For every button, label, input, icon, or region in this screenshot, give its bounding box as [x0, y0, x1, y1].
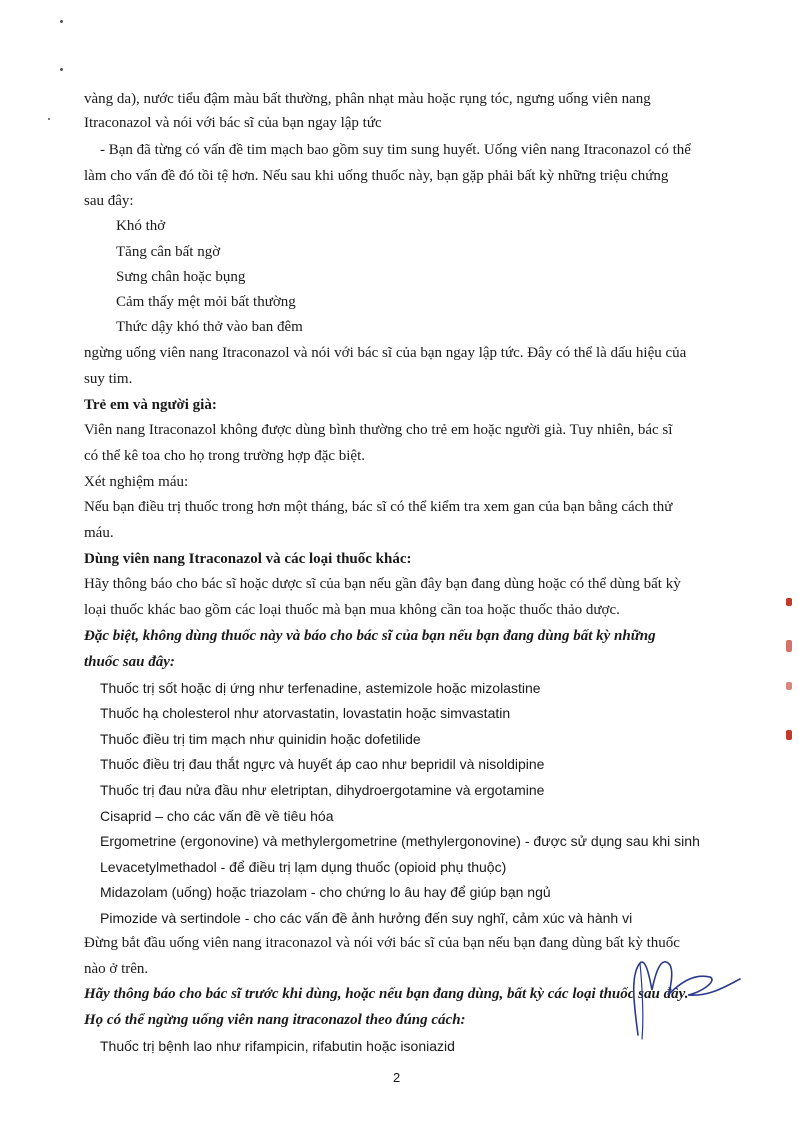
body-line: làm cho vấn đề đó tồi tệ hơn. Nếu sau khi uống thuốc này, bạn gặp phải bất kỳ những triệu chứng [84, 168, 669, 184]
body-line: Hãy thông báo cho bác sĩ hoặc dược sĩ của bạn nếu gần đây bạn đang dùng hoặc có thể dùng bất kỳ [84, 576, 681, 592]
warning-line: Đặc biệt, không dùng thuốc này và báo cho bác sĩ của bạn nếu bạn đang dùng bất kỳ những [84, 628, 656, 644]
body-line: - Bạn đã từng có vấn đề tim mạch bao gồm suy tim sung huyết. Uống viên nang Itraconazol có thể [100, 142, 691, 158]
drug-item: Ergometrine (ergonovine) và methylergometrine (methylergonovine) - được sử dụng sau khi sinh [100, 833, 700, 849]
body-line: loại thuốc khác bao gồm các loại thuốc mà bạn mua không cần toa hoặc thuốc thảo dược. [84, 602, 620, 618]
body-line: máu. [84, 525, 114, 541]
drug-item: Thuốc trị bệnh lao như rifampicin, rifabutin hoặc isoniazid [100, 1038, 455, 1054]
body-line: Viên nang Itraconazol không được dùng bình thường cho trẻ em hoặc người già. Tuy nhiên, bác sĩ [84, 422, 673, 438]
symptom-item: Tăng cân bất ngờ [116, 244, 221, 260]
symptom-item: Cảm thấy mệt mỏi bất thường [116, 294, 296, 310]
red-stamp-edge [786, 640, 792, 652]
body-line: ngừng uống viên nang Itraconazol và nói với bác sĩ của bạn ngay lập tức. Đây có thể là dấu hiệu của [84, 345, 687, 361]
scan-speck [60, 20, 63, 23]
handwritten-signature [600, 935, 750, 1045]
symptom-item: Thức dậy khó thở vào ban đêm [116, 319, 303, 335]
warning-line: thuốc sau đây: [84, 654, 175, 670]
scan-speck [60, 68, 63, 71]
drug-item: Pimozide và sertindole - cho các vấn đề ảnh hưởng đến suy nghĩ, cảm xúc và hành vi [100, 910, 633, 926]
body-line: có thể kê toa cho họ trong trường hợp đặc biệt. [84, 448, 366, 464]
drug-item: Cisaprid – cho các vấn đề về tiêu hóa [100, 808, 334, 824]
body-line: vàng da), nước tiểu đậm màu bất thường, phân nhạt màu hoặc rụng tóc, ngưng uống viên nang [84, 91, 651, 107]
drug-item: Thuốc trị đau nửa đầu như eletriptan, dihydroergotamine và ergotamine [100, 782, 545, 798]
body-line: Itraconazol và nói với bác sĩ của bạn ngay lập tức [84, 115, 382, 131]
symptom-item: Khó thở [116, 218, 166, 234]
red-stamp-edge [786, 682, 792, 690]
warning-line: Họ có thể ngừng uống viên nang itraconazol theo đúng cách: [84, 1012, 466, 1028]
body-line: nào ở trên. [84, 961, 149, 977]
red-stamp-edge [786, 730, 792, 740]
drug-item: Midazolam (uống) hoặc triazolam - cho chứng lo âu hay để giúp bạn ngủ [100, 884, 551, 900]
drug-item: Thuốc điều trị tim mạch như quinidin hoặc dofetilide [100, 731, 421, 747]
body-line: sau đây: [84, 193, 134, 209]
drug-item: Thuốc điều trị đau thắt ngực và huyết áp cao như bepridil và nisoldipine [100, 756, 545, 772]
section-heading: Dùng viên nang Itraconazol và các loại thuốc khác: [84, 551, 412, 567]
body-line: Đừng bắt đầu uống viên nang itraconazol và nói với bác sĩ của bạn nếu bạn đang dùng bất kỳ thuốc [84, 935, 680, 951]
drug-item: Thuốc trị sốt hoặc dị ứng như terfenadine, astemizole hoặc mizolastine [100, 680, 541, 696]
page-number: 2 [393, 1070, 401, 1085]
scan-speck [48, 118, 50, 120]
body-line: suy tim. [84, 371, 133, 387]
drug-item: Levacetylmethadol - để điều trị lạm dụng thuốc (opioid phụ thuộc) [100, 859, 507, 875]
red-stamp-edge [786, 598, 792, 606]
section-heading: Trẻ em và người già: [84, 397, 217, 413]
drug-item: Thuốc hạ cholesterol như atorvastatin, lovastatin hoặc simvastatin [100, 705, 511, 721]
section-subheading: Xét nghiệm máu: [84, 474, 189, 490]
body-line: Nếu bạn điều trị thuốc trong hơn một tháng, bác sĩ có thể kiểm tra xem gan của bạn bằng cách thử [84, 499, 673, 515]
symptom-item: Sưng chân hoặc bụng [116, 269, 246, 285]
warning-line: Hãy thông báo cho bác sĩ trước khi dùng, hoặc nếu bạn đang dùng, bất kỳ các loại thuốc sau đây. [84, 986, 689, 1002]
